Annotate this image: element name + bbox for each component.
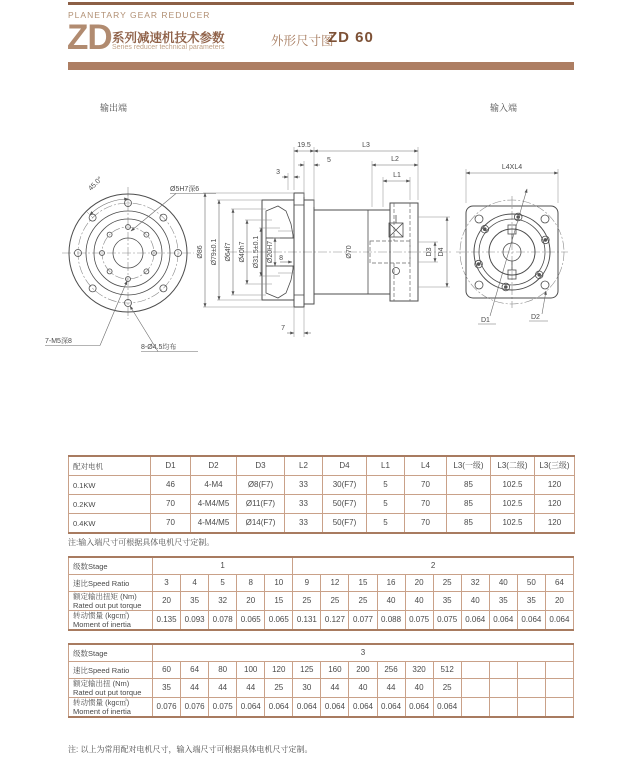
torque-row: [69, 679, 574, 698]
thru-holes-label: 8-Ø4.5均布: [141, 344, 177, 351]
dim7: 7: [281, 325, 285, 332]
dim19-5: 19.5: [297, 142, 311, 149]
inertia-cell: 0.135: [153, 611, 181, 631]
ratio-cell: 15: [349, 575, 377, 592]
torque-cell: 44: [321, 679, 349, 698]
torque-cell: 20: [545, 592, 573, 611]
dimD2: D2: [531, 314, 540, 321]
inertia-cell: 0.064: [321, 698, 349, 718]
value-cell: Ø14(F7): [237, 514, 285, 534]
ratio-cell: 9: [293, 575, 321, 592]
value-cell: Ø8(F7): [237, 476, 285, 495]
ratio-cell: 16: [377, 575, 405, 592]
column-header: L3(二级): [491, 456, 535, 476]
header-bottom-rule: [68, 62, 574, 70]
row-label: 额定输出扭矩 (Nm) Rated out put torque: [69, 592, 153, 611]
inertia-cell: [489, 698, 517, 718]
inertia-cell: 0.064: [517, 611, 545, 631]
ratio-cell: 200: [349, 662, 377, 679]
torque-cell: 25: [433, 679, 461, 698]
stage-table-1: [68, 556, 574, 631]
column-header: L2: [285, 456, 323, 476]
torque-cell: 20: [237, 592, 265, 611]
dimL2: L2: [391, 156, 399, 163]
tap-holes-label: 7-M5深8: [45, 338, 72, 345]
torque-cell: 25: [293, 592, 321, 611]
column-header: D3: [237, 456, 285, 476]
motor-table: [68, 455, 575, 534]
inertia-cell: 0.064: [433, 698, 461, 718]
value-cell: 70: [405, 476, 447, 495]
inertia-cell: 0.065: [265, 611, 293, 631]
torque-cell: 35: [153, 679, 181, 698]
dimension-drawing-title: 外形尺寸图: [271, 34, 334, 48]
inertia-cell: 0.077: [349, 611, 377, 631]
ratio-cell: [461, 662, 489, 679]
value-cell: 46: [151, 476, 191, 495]
ratio-cell: 10: [265, 575, 293, 592]
torque-cell: 35: [489, 592, 517, 611]
ratio-cell: 32: [461, 575, 489, 592]
torque-cell: 25: [265, 679, 293, 698]
ratio-cell: 512: [433, 662, 461, 679]
ratio-row: [69, 575, 574, 592]
ratio-cell: 12: [321, 575, 349, 592]
value-cell: 85: [447, 514, 491, 534]
torque-cell: 15: [265, 592, 293, 611]
value-cell: 33: [285, 514, 323, 534]
torque-cell: 25: [349, 592, 377, 611]
dia20-dim: Ø20H7: [267, 240, 274, 264]
value-cell: Ø11(F7): [237, 495, 285, 514]
inertia-row: [69, 698, 574, 718]
torque-cell: 35: [517, 592, 545, 611]
value-cell: 5: [367, 514, 405, 534]
front-view: [45, 175, 216, 351]
row-label: 转动惯量 (kgc㎡) Moment of inertia: [69, 611, 153, 631]
dia40-dim: Ø40h7: [239, 241, 246, 263]
torque-cell: [461, 679, 489, 698]
value-cell: 5: [367, 495, 405, 514]
technical-drawing: [0, 85, 642, 385]
inertia-cell: 0.088: [377, 611, 405, 631]
torque-cell: 40: [405, 592, 433, 611]
torque-row: [69, 592, 574, 611]
ratio-cell: 5: [209, 575, 237, 592]
dimD3: D3: [426, 247, 433, 257]
table-row: [69, 495, 575, 514]
value-cell: 50(F7): [323, 495, 367, 514]
inertia-cell: 0.076: [153, 698, 181, 718]
row-label: 速比Speed Ratio: [69, 662, 153, 679]
pin-hole-label: Ø5H7深6: [170, 186, 200, 193]
dia64-dim: Ø64f7: [225, 242, 232, 262]
torque-cell: 30: [293, 679, 321, 698]
column-header: D1: [151, 456, 191, 476]
inertia-cell: 0.131: [293, 611, 321, 631]
inertia-cell: 0.064: [489, 611, 517, 631]
dimL4: L4XL4: [501, 164, 523, 171]
inertia-cell: 0.065: [237, 611, 265, 631]
inertia-cell: 0.064: [349, 698, 377, 718]
column-header: L3(三级): [535, 456, 575, 476]
torque-cell: [517, 679, 545, 698]
rear-view: [456, 164, 568, 324]
ratio-cell: 8: [237, 575, 265, 592]
value-cell: 5: [367, 476, 405, 495]
value-cell: 50(F7): [323, 514, 367, 534]
dia86-dim: Ø86: [197, 245, 204, 259]
ratio-cell: 64: [545, 575, 573, 592]
inertia-cell: 0.064: [545, 611, 573, 631]
ratio-cell: 160: [321, 662, 349, 679]
torque-cell: 35: [433, 592, 461, 611]
inertia-cell: 0.075: [405, 611, 433, 631]
column-header: L3(一级): [447, 456, 491, 476]
dimL1: L1: [393, 172, 401, 179]
series-logo: ZD: [67, 18, 112, 57]
ratio-cell: 256: [377, 662, 405, 679]
ratio-cell: 60: [153, 662, 181, 679]
dimD4: D4: [438, 247, 445, 257]
inertia-cell: 0.064: [377, 698, 405, 718]
stage-row: [69, 557, 574, 575]
value-cell: 120: [535, 514, 575, 534]
torque-cell: 44: [209, 679, 237, 698]
ratio-cell: 100: [237, 662, 265, 679]
inertia-cell: 0.064: [461, 611, 489, 631]
ratio-cell: [545, 662, 573, 679]
torque-cell: 44: [377, 679, 405, 698]
value-cell: 70: [151, 495, 191, 514]
value-cell: 70: [151, 514, 191, 534]
column-header: D4: [323, 456, 367, 476]
ratio-row: [69, 662, 574, 679]
value-cell: 102.5: [491, 514, 535, 534]
torque-cell: 40: [377, 592, 405, 611]
ratio-cell: 3: [153, 575, 181, 592]
stage-cell: 3: [153, 644, 574, 662]
value-cell: 85: [447, 495, 491, 514]
dim3: 3: [276, 169, 280, 176]
ratio-cell: 50: [517, 575, 545, 592]
torque-cell: 40: [461, 592, 489, 611]
page-title-en: Series reducer technical parameters: [112, 44, 225, 51]
row-label: 0.2KW: [69, 495, 151, 514]
body-dia-label: Ø70: [346, 245, 353, 259]
value-cell: 120: [535, 495, 575, 514]
column-header: L4: [405, 456, 447, 476]
torque-cell: 44: [237, 679, 265, 698]
row-label: 速比Speed Ratio: [69, 575, 153, 592]
value-cell: 33: [285, 495, 323, 514]
inertia-cell: 0.076: [181, 698, 209, 718]
ratio-cell: [489, 662, 517, 679]
torque-cell: 40: [405, 679, 433, 698]
inertia-cell: [461, 698, 489, 718]
stage-cell: 1: [153, 557, 293, 575]
torque-cell: 35: [181, 592, 209, 611]
column-header: D2: [191, 456, 237, 476]
row-label: 0.4KW: [69, 514, 151, 534]
dia79-dim: Ø79±0.1: [211, 238, 218, 266]
dimD1: D1: [481, 317, 490, 324]
model-number: ZD 60: [328, 29, 374, 46]
inertia-cell: 0.093: [181, 611, 209, 631]
column-header: 配对电机: [69, 456, 151, 476]
torque-cell: 40: [349, 679, 377, 698]
angle-dim: 45.0°: [87, 175, 105, 193]
row-label: 级数Stage: [69, 644, 153, 662]
motor-table-note: 注:输入端尺寸可根据具体电机尺寸定制。: [68, 538, 215, 547]
torque-cell: 25: [321, 592, 349, 611]
value-cell: 33: [285, 476, 323, 495]
value-cell: 30(F7): [323, 476, 367, 495]
value-cell: 85: [447, 476, 491, 495]
inertia-cell: 0.064: [405, 698, 433, 718]
torque-cell: 32: [209, 592, 237, 611]
inertia-cell: 0.075: [209, 698, 237, 718]
value-cell: 120: [535, 476, 575, 495]
ratio-cell: 4: [181, 575, 209, 592]
value-cell: 4-M4: [191, 476, 237, 495]
dia315-dim: Ø31.5±0.1: [253, 235, 260, 269]
stage-table-2: [68, 643, 574, 718]
torque-cell: [489, 679, 517, 698]
ratio-cell: 20: [405, 575, 433, 592]
ratio-cell: 125: [293, 662, 321, 679]
ratio-cell: 64: [181, 662, 209, 679]
header-row: [69, 456, 575, 476]
row-label: 级数Stage: [69, 557, 153, 575]
ratio-cell: 320: [405, 662, 433, 679]
table-row: [69, 476, 575, 495]
inertia-cell: [517, 698, 545, 718]
row-label: 转动惯量 (kgc㎡) Moment of inertia: [69, 698, 153, 718]
ratio-cell: 120: [265, 662, 293, 679]
header-eyebrow: PLANETARY GEAR REDUCER: [68, 10, 211, 20]
value-cell: 70: [405, 495, 447, 514]
value-cell: 102.5: [491, 495, 535, 514]
inertia-cell: [545, 698, 573, 718]
dimL3: L3: [362, 142, 370, 149]
stage-row: [69, 644, 574, 662]
bottom-note: 注: 以上为常用配对电机尺寸，输入端尺寸可根据具体电机尺寸定制。: [68, 745, 313, 754]
row-label: 额定输出扭 (Nm) Rated out put torque: [69, 679, 153, 698]
dim8: 8: [279, 255, 283, 262]
row-label: 0.1KW: [69, 476, 151, 495]
side-view: [197, 142, 452, 337]
value-cell: 102.5: [491, 476, 535, 495]
ratio-cell: 40: [489, 575, 517, 592]
torque-cell: 20: [153, 592, 181, 611]
inertia-cell: 0.064: [237, 698, 265, 718]
value-cell: 4-M4/M5: [191, 514, 237, 534]
table-row: [69, 514, 575, 534]
torque-cell: 44: [181, 679, 209, 698]
output-end-label: 输出端: [100, 103, 128, 113]
ratio-cell: 80: [209, 662, 237, 679]
inertia-cell: 0.078: [209, 611, 237, 631]
inertia-cell: 0.064: [293, 698, 321, 718]
inertia-row: [69, 611, 574, 631]
column-header: L1: [367, 456, 405, 476]
value-cell: 4-M4/M5: [191, 495, 237, 514]
input-end-label: 输入端: [490, 103, 518, 113]
inertia-cell: 0.127: [321, 611, 349, 631]
stage-cell: 2: [293, 557, 574, 575]
inertia-cell: 0.075: [433, 611, 461, 631]
inertia-cell: 0.064: [265, 698, 293, 718]
ratio-cell: 25: [433, 575, 461, 592]
value-cell: 70: [405, 514, 447, 534]
dim5: 5: [327, 157, 331, 164]
page-title-cn: 系列减速机技术参数: [112, 31, 225, 45]
ratio-cell: [517, 662, 545, 679]
header-top-rule: [68, 2, 574, 5]
torque-cell: [545, 679, 573, 698]
